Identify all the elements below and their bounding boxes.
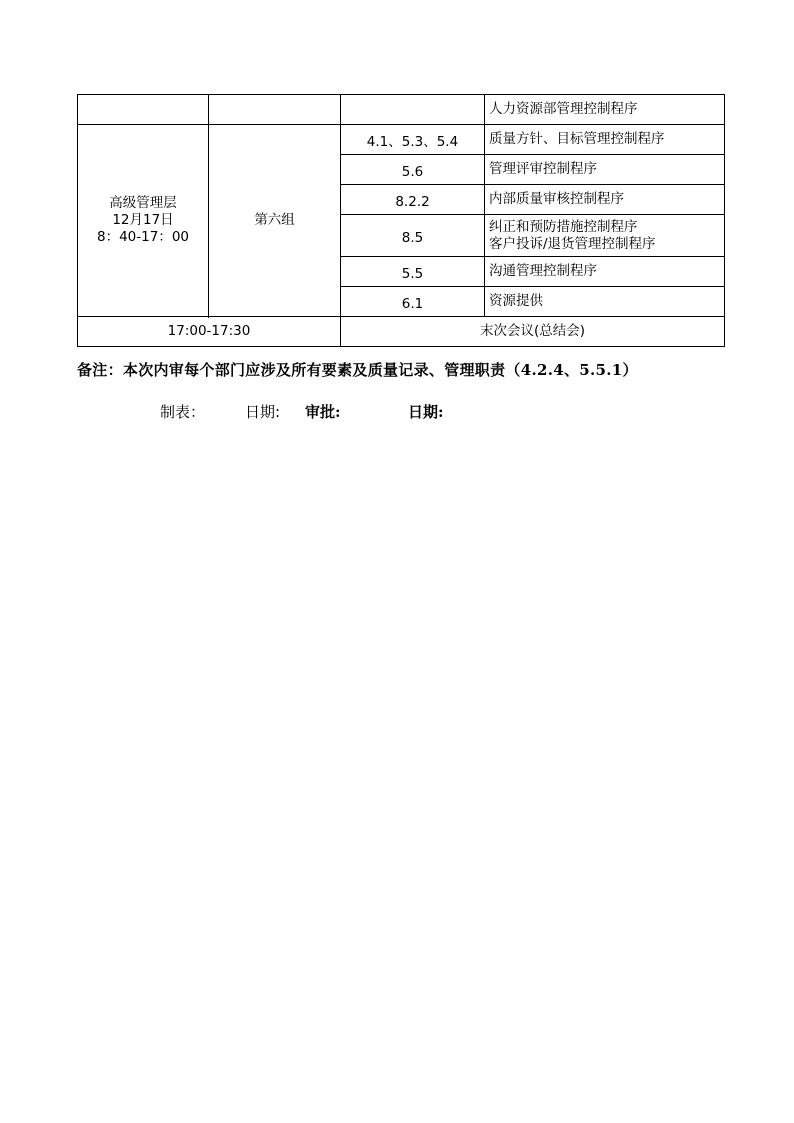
procedure-cell: 质量方针、目标管理控制程序 (485, 125, 725, 155)
clause-cell: 8.5 (341, 215, 485, 257)
procedure-cell: 内部质量审核控制程序 (485, 185, 725, 215)
procedure-cell: 人力资源部管理控制程序 (485, 95, 725, 125)
audit-date: 12月17日 (112, 212, 174, 228)
audit-time: 8：40-17：00 (97, 229, 189, 245)
table-row (78, 125, 725, 155)
procedure-line: 纠正和预防措施控制程序 (489, 218, 638, 235)
empty-cell (78, 95, 209, 125)
clause-cell: 5.5 (341, 257, 485, 287)
approved-by-label: 审批: (305, 403, 341, 421)
procedure-cell: 资源提供 (485, 287, 725, 317)
empty-cell (209, 95, 341, 125)
clause-cell: 5.6 (341, 155, 485, 185)
table-row (78, 95, 725, 125)
procedure-cell: 管理评审控制程序 (485, 155, 725, 185)
prepared-by-label: 制表： (160, 403, 206, 421)
procedure-cell (485, 215, 725, 257)
remark-note: 备注：本次内审每个部门应涉及所有要素及质量记录、管理职责（4.2.4、5.5.1） (77, 361, 638, 379)
empty-cell (341, 95, 485, 125)
department-name: 高级管理层 (109, 195, 177, 211)
prepared-date-label: 日期: (245, 403, 281, 421)
clause-cell: 8.2.2 (341, 185, 485, 215)
closing-activity-cell: 末次会议(总结会) (341, 317, 725, 347)
audit-schedule-table (77, 94, 725, 347)
team-cell: 第六组 (209, 125, 341, 317)
closing-time-cell: 17:00-17:30 (78, 317, 341, 347)
department-cell (78, 125, 209, 317)
approved-date-label: 日期: (408, 403, 444, 421)
procedure-cell: 沟通管理控制程序 (485, 257, 725, 287)
clause-cell: 4.1、5.3、5.4 (341, 125, 485, 155)
procedure-line: 客户投诉/退货管理控制程序 (489, 235, 656, 252)
closing-row (78, 317, 725, 347)
clause-cell: 6.1 (341, 287, 485, 317)
